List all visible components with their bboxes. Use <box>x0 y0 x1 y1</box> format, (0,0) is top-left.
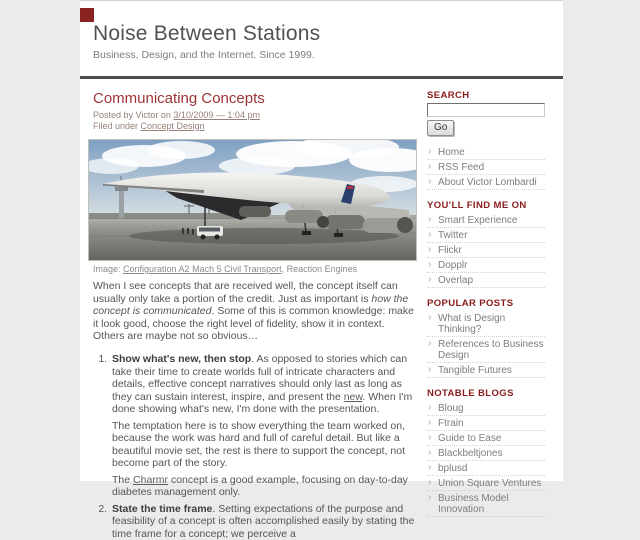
site-tagline: Business, Design, and the Internet. Since 1999. <box>93 49 549 61</box>
intro-paragraph <box>93 280 415 343</box>
new-link[interactable]: new <box>344 391 363 403</box>
filed-under-text: Filed under <box>93 121 141 131</box>
chevron-bullet-icon: › <box>428 175 431 189</box>
intro-emphasis: how the concept is communicated <box>93 293 408 318</box>
concept-tips-list <box>93 353 415 540</box>
sidebar-item-twitter[interactable]: › Twitter <box>427 228 545 243</box>
chevron-bullet-icon: › <box>428 145 431 159</box>
aircraft-illustration <box>89 140 416 260</box>
chevron-bullet-icon: › <box>428 258 431 272</box>
search-heading: SEARCH <box>427 90 545 101</box>
post-title-link[interactable]: Communicating Concepts <box>93 90 415 108</box>
list-item-show-whats-new <box>110 353 415 499</box>
chevron-bullet-icon: › <box>428 401 431 415</box>
sidebar-item-ftrain[interactable]: › Ftrain <box>427 416 545 431</box>
sidebar-heading-youll-find-me-on: YOU'LL FIND ME ON <box>427 200 545 211</box>
chevron-bullet-icon: › <box>428 461 431 475</box>
sidebar-item-business-model-innovation[interactable]: › Business Model Innovation <box>427 491 545 517</box>
sidebar-item-what-is-design-thinking[interactable]: › What is Design Thinking? <box>427 311 545 337</box>
charmr-link[interactable]: Charmr <box>133 474 168 486</box>
chevron-bullet-icon: › <box>428 311 431 325</box>
sidebar-item-smart-experience[interactable]: › Smart Experience <box>427 213 545 228</box>
chevron-bullet-icon: › <box>428 228 431 242</box>
sidebar-item-tangible-futures[interactable]: › Tangible Futures <box>427 363 545 378</box>
sidebar <box>427 90 545 540</box>
sidebar-popular-posts-list <box>427 311 545 378</box>
item1-lead-bold: Show what's new, then stop <box>112 353 251 365</box>
sidebar-nav-list <box>427 145 545 190</box>
item1-paragraph3 <box>112 474 415 499</box>
item1-text-d: concept is a good example, focusing on day-to-day diabetes management only. <box>112 474 408 499</box>
search-go-button[interactable]: Go <box>427 120 454 136</box>
horizon-treeline <box>89 213 239 219</box>
sidebar-item-blackbeltjones[interactable]: › Blackbeltjones <box>427 446 545 461</box>
item1-text-b: . When I'm done showing what's new, I'm done with the presentation. <box>112 391 412 416</box>
chevron-bullet-icon: › <box>428 213 431 227</box>
posted-by-text: Posted by Victor on <box>93 110 173 120</box>
chevron-bullet-icon: › <box>428 273 431 287</box>
list-item-state-time-frame <box>110 503 415 540</box>
item1-text-a: . As opposed to stories which can take their time to create worlds full of intricate characters and details, effective concept narratives should only last as long as they can sustain interest, inspire, and present the <box>112 353 407 403</box>
sidebar-item-dopplr[interactable]: › Dopplr <box>427 258 545 273</box>
intro-text-2: . Some of this is common knowledge: make it look good, choose the right level of fidelity, show it in context. Others are maybe not so obvious… <box>93 305 414 342</box>
sidebar-item-about-victor-lombardi[interactable]: › About Victor Lombardi <box>427 175 545 190</box>
site-title[interactable]: Noise Between Stations <box>93 22 549 46</box>
item1-text-c: The <box>112 474 133 486</box>
search-input[interactable] <box>427 103 545 117</box>
chevron-bullet-icon: › <box>428 446 431 460</box>
intro-text-1: When I see concepts that are received well, the concept itself can usually only take a portion of the credit. Just as important is <box>93 280 398 305</box>
post-meta <box>93 110 415 131</box>
sidebar-item-flickr[interactable]: › Flickr <box>427 243 545 258</box>
aircraft-shadow <box>129 228 399 244</box>
caption-source-link[interactable]: Configuration A2 Mach 5 Civil Transport <box>123 264 282 274</box>
item2-lead-bold: State the time frame <box>112 503 212 515</box>
sidebar-item-rss-feed[interactable]: › RSS Feed <box>427 160 545 175</box>
sidebar-heading-notable-blogs: NOTABLE BLOGS <box>427 388 545 399</box>
sidebar-item-union-square-ventures[interactable]: › Union Square Ventures <box>427 476 545 491</box>
chevron-bullet-icon: › <box>428 416 431 430</box>
chevron-bullet-icon: › <box>428 363 431 377</box>
sidebar-heading-popular-posts: POPULAR POSTS <box>427 298 545 309</box>
chevron-bullet-icon: › <box>428 476 431 490</box>
sidebar-item-overlap[interactable]: › Overlap <box>427 273 545 288</box>
sidebar-item-home[interactable]: › Home <box>427 145 545 160</box>
site-logo-red-square <box>80 8 94 22</box>
post-meta-filed <box>93 121 415 132</box>
item1-paragraph2: The temptation here is to show everything the team worked on, because the work was hard and full of careful detail. But like a beautiful movie set, the rest is there to support the concept, not become part of the story. <box>112 420 415 470</box>
post-date-link[interactable]: 3/10/2009 — 1:04 pm <box>173 110 260 120</box>
sidebar-item-bloug[interactable]: › Bloug <box>427 401 545 416</box>
item1-paragraph1 <box>112 353 415 416</box>
article-image-aircraft <box>88 139 417 261</box>
post-meta-posted <box>93 110 415 121</box>
sidebar-find-me-list <box>427 213 545 288</box>
sidebar-item-guide-to-ease[interactable]: › Guide to Ease <box>427 431 545 446</box>
caption-prefix: Image: <box>93 264 123 274</box>
sidebar-notable-blogs-list <box>427 401 545 517</box>
content-columns <box>80 79 563 540</box>
image-caption <box>93 264 415 274</box>
chevron-bullet-icon: › <box>428 491 431 505</box>
chevron-bullet-icon: › <box>428 160 431 174</box>
sidebar-item-bplusd[interactable]: › bplusd <box>427 461 545 476</box>
category-link[interactable]: Concept Design <box>141 121 205 131</box>
caption-suffix: , Reaction Engines <box>282 264 358 274</box>
item2-text: . Setting expectations of the purpose and feasibility of a concept is often accomplished easily by stating the time frame for a concept; we perceive a <box>112 503 414 540</box>
chevron-bullet-icon: › <box>428 431 431 445</box>
item2-paragraph1 <box>112 503 415 540</box>
chevron-bullet-icon: › <box>428 337 431 351</box>
chevron-bullet-icon: › <box>428 243 431 257</box>
masthead <box>80 1 563 61</box>
sidebar-item-references-to-business-design[interactable]: › References to Business Design <box>427 337 545 363</box>
article-column <box>93 90 415 540</box>
page-container <box>80 0 563 481</box>
